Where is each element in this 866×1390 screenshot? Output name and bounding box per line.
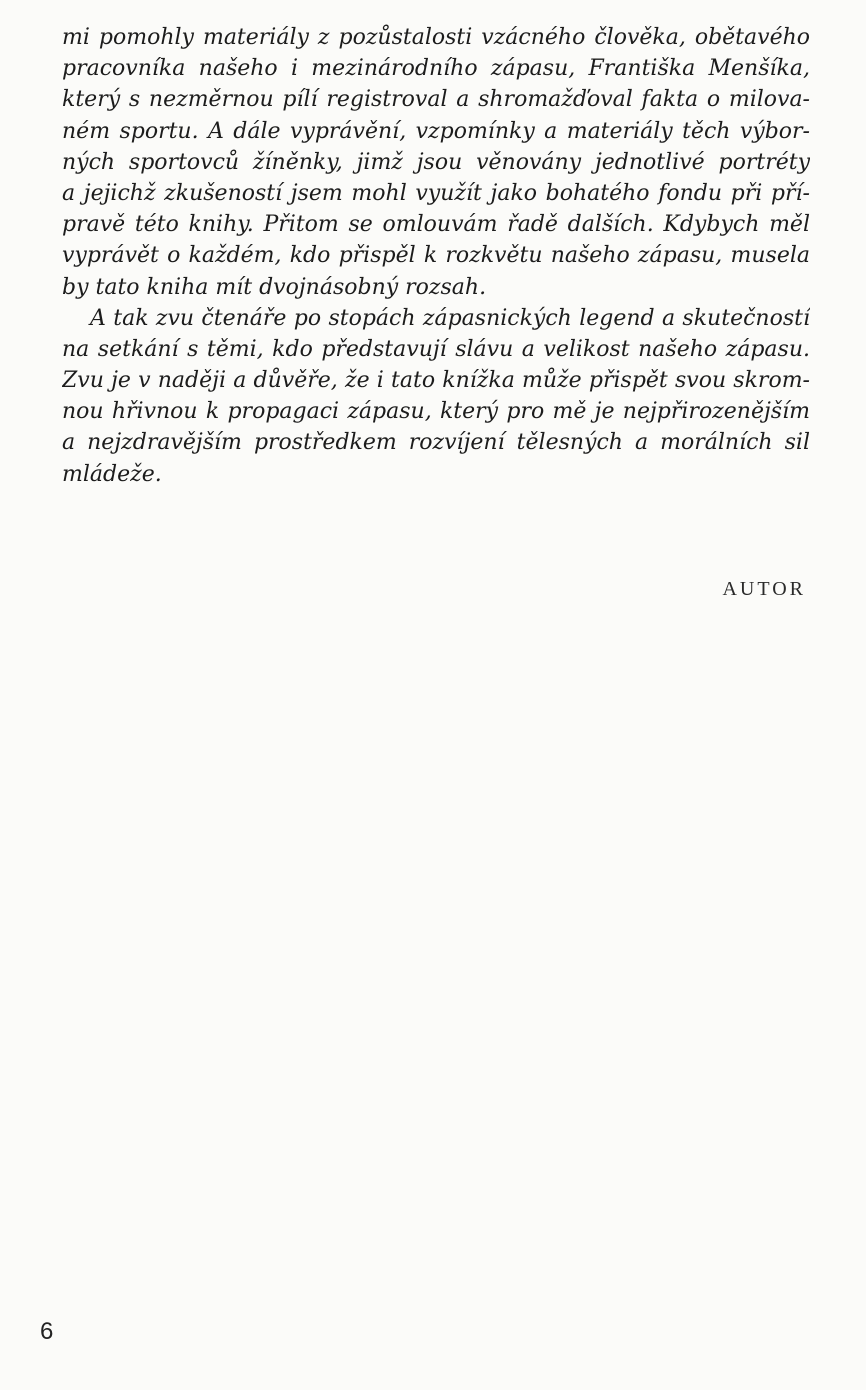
text-line: a jejichž zkušeností jsem mohl využít jako bohatého fondu při pří- <box>62 180 810 206</box>
text-line: na setkání s těmi, kdo představují slávu a velikost našeho zápasu. <box>62 336 810 362</box>
page-number: 6 <box>40 1318 54 1345</box>
text-line: a nejzdravějším prostředkem rozvíjení tělesných a morálních sil <box>62 430 810 456</box>
text-line: pravě této knihy. Přitom se omlouvám řadě dalších. Kdybych měl <box>62 212 810 238</box>
text-line: Zvu je v naději a důvěře, že i tato knížka může přispět svou skrom- <box>62 368 810 394</box>
text-line: ném sportu. A dále vyprávění, vzpomínky a materiály těch výbor- <box>62 118 810 144</box>
text-line: A tak zvu čtenáře po stopách zápasnických legend a skutečností <box>90 305 810 331</box>
text-line: ných sportovců žíněnky, jimž jsou věnovány jednotlivé portréty <box>62 149 810 175</box>
text-line: vyprávět o každém, kdo přispěl k rozkvětu našeho zápasu, musela <box>62 243 810 269</box>
author-signature: AUTOR <box>722 578 806 600</box>
text-block <box>62 22 810 490</box>
text-line: by tato kniha mít dvojnásobný rozsah. <box>62 274 487 300</box>
text-line: nou hřivnou k propagaci zápasu, který pro mě je nejpřirozenějším <box>62 399 810 425</box>
text-line: pracovníka našeho i mezinárodního zápasu, Františka Menšíka, <box>62 56 810 82</box>
text-line: který s nezměrnou pílí registroval a shromažďoval fakta o milova- <box>62 87 810 113</box>
text-line: mládeže. <box>62 461 162 487</box>
text-line: mi pomohly materiály z pozůstalosti vzácného člověka, obětavého <box>62 25 810 50</box>
